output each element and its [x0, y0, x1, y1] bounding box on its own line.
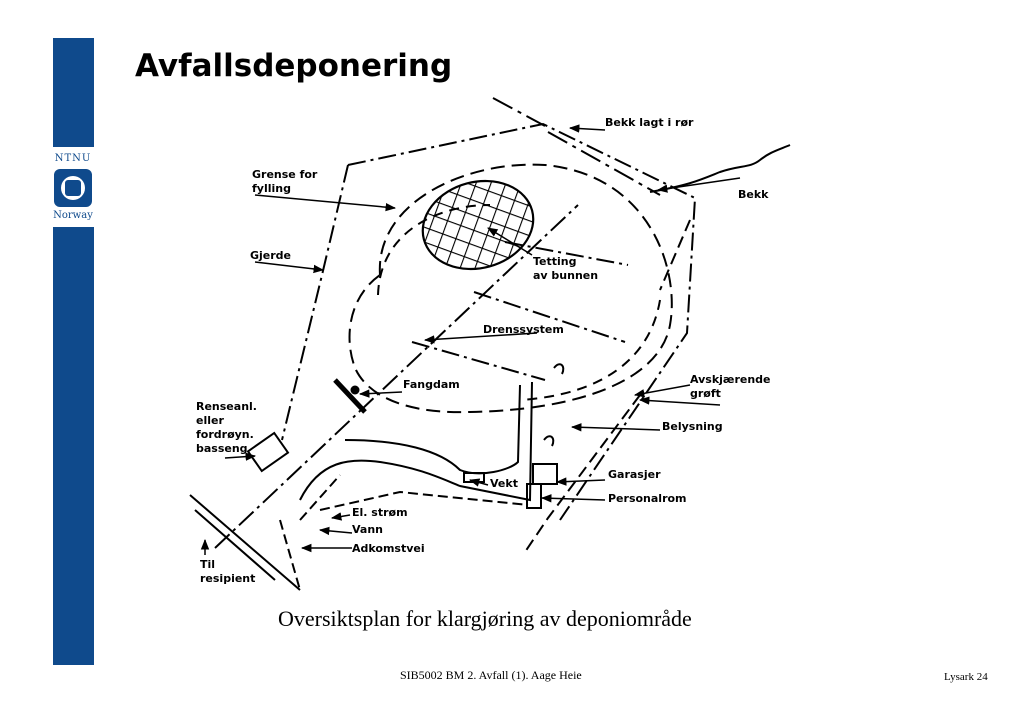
- label-til-2: resipient: [200, 572, 256, 585]
- label-rense-4: basseng: [196, 442, 248, 455]
- sealed-bottom-area: [413, 169, 543, 281]
- label-avskj-2: grøft: [690, 387, 721, 400]
- label-belysning: Belysning: [662, 420, 723, 433]
- page-title: Avfallsdeponering: [135, 48, 453, 84]
- label-tetting-1: Tetting: [533, 255, 577, 268]
- label-rense-1: Renseanl.: [196, 400, 257, 413]
- label-personalrom: Personalrom: [608, 492, 687, 505]
- lighting-pole-2: [544, 436, 553, 446]
- label-vann: Vann: [352, 523, 383, 536]
- label-bekk: Bekk: [738, 188, 769, 201]
- diagram-caption: Oversiktsplan for klargjøring av deponiområde: [278, 606, 692, 631]
- label-garasjer: Garasjer: [608, 468, 661, 481]
- creek-line: [650, 145, 790, 192]
- fangdam-bar: [335, 380, 365, 412]
- logo-norway-text: Norway: [53, 210, 93, 221]
- label-fangdam: Fangdam: [403, 378, 460, 391]
- footer-text: SIB5002 BM 2. Avfall (1). Aage Heie: [400, 668, 582, 682]
- label-grense-1: Grense for: [252, 168, 318, 181]
- label-grense-2: fylling: [252, 182, 291, 195]
- label-drens: Drenssystem: [483, 323, 564, 336]
- label-vekt: Vekt: [490, 477, 518, 490]
- label-strom: El. strøm: [352, 506, 408, 519]
- slide-number: Lysark 24: [944, 671, 988, 683]
- label-tetting-2: av bunnen: [533, 269, 599, 282]
- label-til-1: Til: [200, 558, 216, 571]
- logo-ntnu-text: NTNU: [54, 153, 92, 164]
- garage-building: [533, 464, 557, 484]
- label-avskj-1: Avskjærende: [690, 373, 771, 386]
- road-service: [280, 475, 340, 590]
- label-gjerde: Gjerde: [250, 249, 292, 262]
- label-bekk-lagt: Bekk lagt i rør: [605, 116, 694, 129]
- lighting-pole-1: [554, 364, 563, 374]
- label-rense-3: fordrøyn.: [196, 428, 254, 441]
- fangdam-point: [351, 386, 360, 395]
- label-adkomst: Adkomstvei: [352, 542, 425, 555]
- drain-2: [412, 342, 545, 380]
- label-rense-2: eller: [196, 414, 224, 427]
- creek-pipe: [493, 98, 660, 195]
